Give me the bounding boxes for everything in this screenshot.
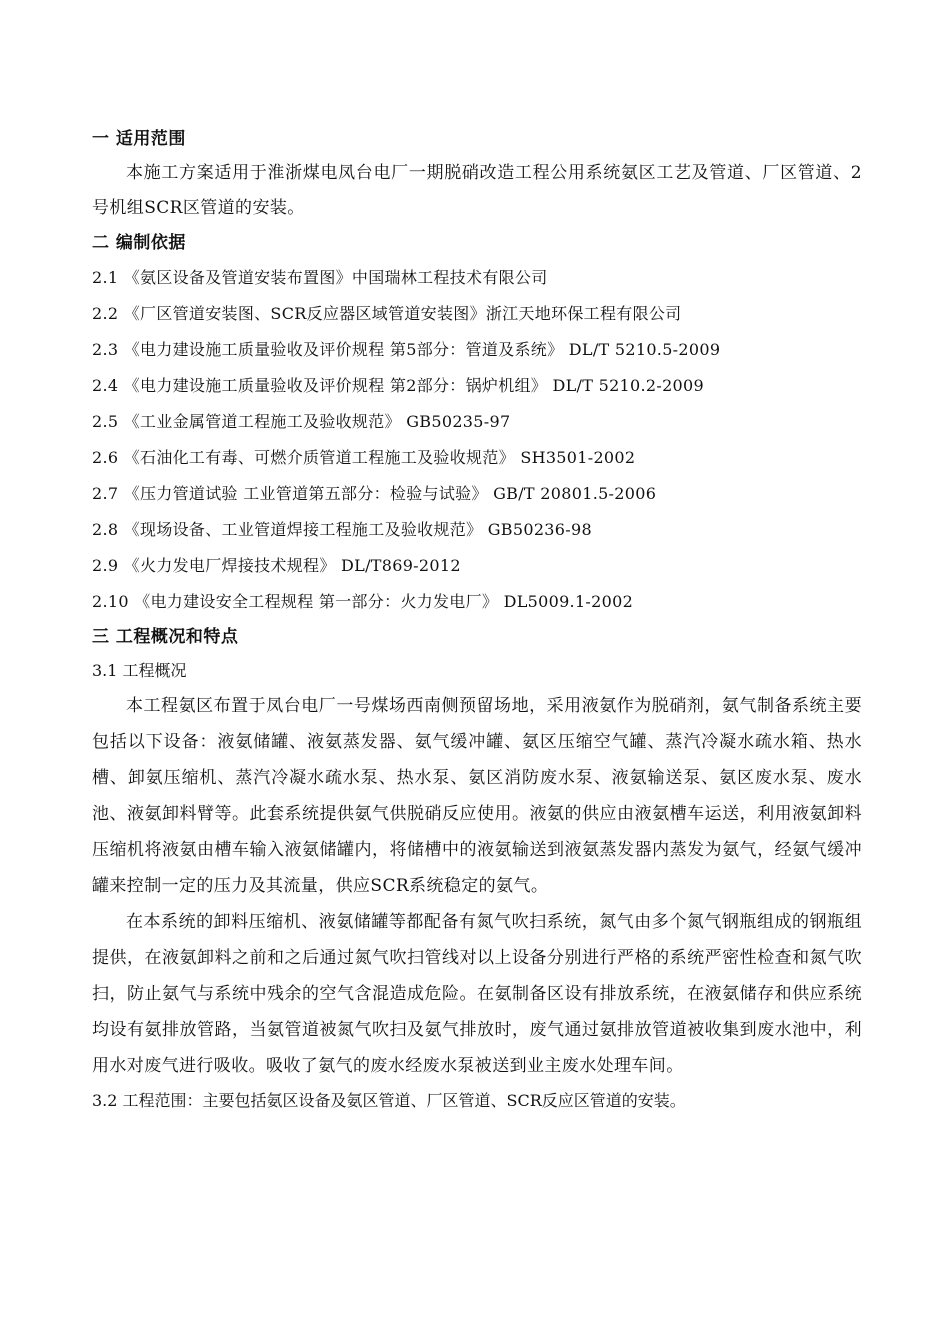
section1-heading: 一 适用范围 <box>92 129 186 149</box>
reference-item: 2.10 《电力建设安全工程规程 第一部分：火力发电厂》 DL5009.1-2002 <box>92 592 634 611</box>
document-page <box>92 122 862 1118</box>
reference-item: 2.8 《现场设备、工业管道焊接工程施工及验收规范》 GB50236-98 <box>92 520 592 539</box>
reference-item: 2.5 《工业金属管道工程施工及验收规范》 GB50235-97 <box>92 412 511 431</box>
reference-item: 2.2 《厂区管道安装图、SCR反应器区域管道安装图》浙江天地环保工程有限公司 <box>92 304 682 323</box>
reference-item: 2.4 《电力建设施工质量验收及评价规程 第2部分：锅炉机组》 DL/T 5210.2-2009 <box>92 376 704 395</box>
section2-heading: 二 编制依据 <box>92 233 186 253</box>
section3-heading: 三 工程概况和特点 <box>92 627 239 647</box>
reference-item: 2.1 《氨区设备及管道安装布置图》中国瑞林工程技术有限公司 <box>92 268 548 287</box>
overview-paragraph: 本工程氨区布置于凤台电厂一号煤场西南侧预留场地，采用液氨作为脱硝剂，氨气制备系统主要包括以下设备：液氨储罐、液氨蒸发器、氨气缓冲罐、氨区压缩空气罐、蒸汽冷凝水疏水箱、热水槽、卸氨压缩机、蒸汽冷凝水疏水泵、热水泵、氨区消防废水泵、液氨输送泵、氨区废水泵、废水池、液氨卸料臂等。此套系统提供氨气供脱硝反应使用。液氨的供应由液氨槽车运送，利用液氨卸料压缩机将液氨由槽车输入液氨储罐内，将储槽中的液氨输送到液氨蒸发器内蒸发为氨气，经氨气缓冲罐来控制一定的压力及其流量，供应SCR系统稳定的氨气。 <box>92 696 862 896</box>
reference-item: 2.3 《电力建设施工质量验收及评价规程 第5部分：管道及系统》 DL/T 5210.5-2009 <box>92 340 721 359</box>
nitrogen-system-paragraph: 在本系统的卸料压缩机、液氨储罐等都配备有氮气吹扫系统，氮气由多个氮气钢瓶组成的钢瓶组提供，在液氨卸料之前和之后通过氮气吹扫管线对以上设备分别进行严格的系统严密性检查和氮气吹扫，防止氨气与系统中残余的空气含混造成危险。在氨制备区设有排放系统，在液氨储存和供应系统均设有氨排放管路，当氨管道被氮气吹扫及氨气排放时，废气通过氨排放管道被收集到废水池中，利用水对废气进行吸收。吸收了氨气的废水经废水泵被送到业主废水处理车间。 <box>92 912 862 1076</box>
reference-item: 2.7 《压力管道试验 工业管道第五部分：检验与试验》 GB/T 20801.5-2006 <box>92 484 657 503</box>
reference-item: 2.6 《石油化工有毒、可燃介质管道工程施工及验收规范》 SH3501-2002 <box>92 448 636 467</box>
reference-item: 2.9 《火力发电厂焊接技术规程》 DL/T869-2012 <box>92 556 461 575</box>
section1-paragraph: 本施工方案适用于淮浙煤电凤台电厂一期脱硝改造工程公用系统氨区工艺及管道、厂区管道、2号机组SCR区管道的安装。 <box>92 163 862 218</box>
scope-line: 3.2 工程范围：主要包括氨区设备及氨区管道、厂区管道、SCR反应区管道的安装。 <box>92 1091 686 1110</box>
subsection-title: 3.1 工程概况 <box>92 661 187 680</box>
